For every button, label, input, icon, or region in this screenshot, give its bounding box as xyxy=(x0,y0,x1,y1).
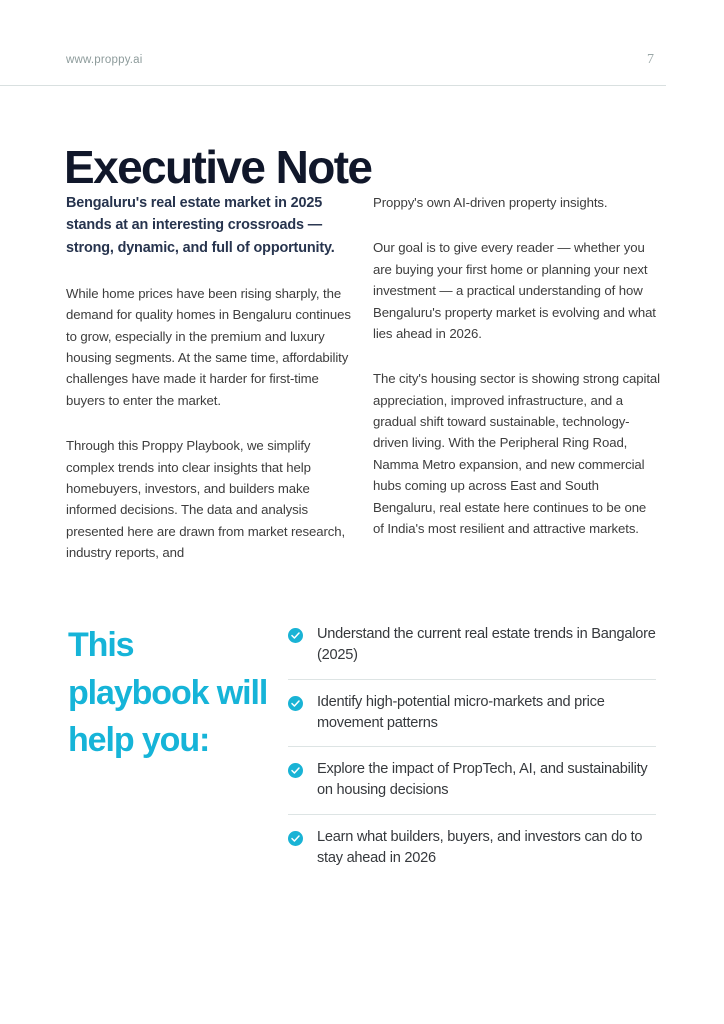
list-item xyxy=(288,679,656,747)
list-item xyxy=(288,814,656,882)
list-item-label: Explore the impact of PropTech, AI, and sustainability on housing decisions xyxy=(317,761,648,799)
list-item xyxy=(288,746,656,814)
paragraph: Proppy's own AI-driven property insights. xyxy=(373,195,608,210)
list-item-label: Understand the current real estate trends in Bangalore (2025) xyxy=(317,626,656,663)
check-circle-icon xyxy=(288,831,303,846)
playbook-section xyxy=(0,612,724,952)
right-column xyxy=(373,192,660,563)
page-number: 7 xyxy=(647,52,654,67)
check-circle-icon xyxy=(288,696,303,711)
check-circle-icon xyxy=(288,763,303,778)
body-columns xyxy=(66,192,660,563)
page-header xyxy=(0,54,666,86)
list-item-label: Learn what builders, buyers, and investors can do to stay ahead in 2026 xyxy=(317,829,643,867)
playbook-checklist xyxy=(288,612,656,882)
check-circle-icon xyxy=(288,628,303,643)
left-column xyxy=(66,192,352,563)
paragraph: Our goal is to give every reader — whether you are buying your first home or planning your next investment — a practical understanding of how Bengaluru's property market is evolving and what lies ahead in 2026. xyxy=(373,240,656,341)
paragraph: The city's housing sector is showing strong capital appreciation, improved infrastructure, and a gradual shift toward sustainable, technology-driven living. With the Peripheral Ring Road, Namma Metro expansion, and new commercial hubs coming up across East and South Bengaluru, real estate here continues to be one of India's most resilient and attractive markets. xyxy=(373,371,660,536)
paragraph: While home prices have been rising sharply, the demand for quality homes in Bengaluru continues to grow, especially in the premium and luxury housing segments. At the same time, affordability challenges have made it harder for first-time buyers to enter the market. xyxy=(66,285,351,408)
list-item xyxy=(288,612,656,679)
site-url: www.proppy.ai xyxy=(66,54,143,66)
playbook-heading: This playbook will help you: xyxy=(68,626,268,760)
list-item-label: Identify high-potential micro-markets and price movement patterns xyxy=(317,693,605,731)
page-title: Executive Note xyxy=(64,140,372,193)
paragraph: Through this Proppy Playbook, we simplify complex trends into clear insights that help homebuyers, investors, and builders make informed decisions. The data and analysis presented here are drawn from market research, industry reports, and xyxy=(66,438,346,561)
lede-paragraph: Bengaluru's real estate market in 2025 stands at an interesting crossroads — strong, dynamic, and full of opportunity. xyxy=(66,195,335,256)
